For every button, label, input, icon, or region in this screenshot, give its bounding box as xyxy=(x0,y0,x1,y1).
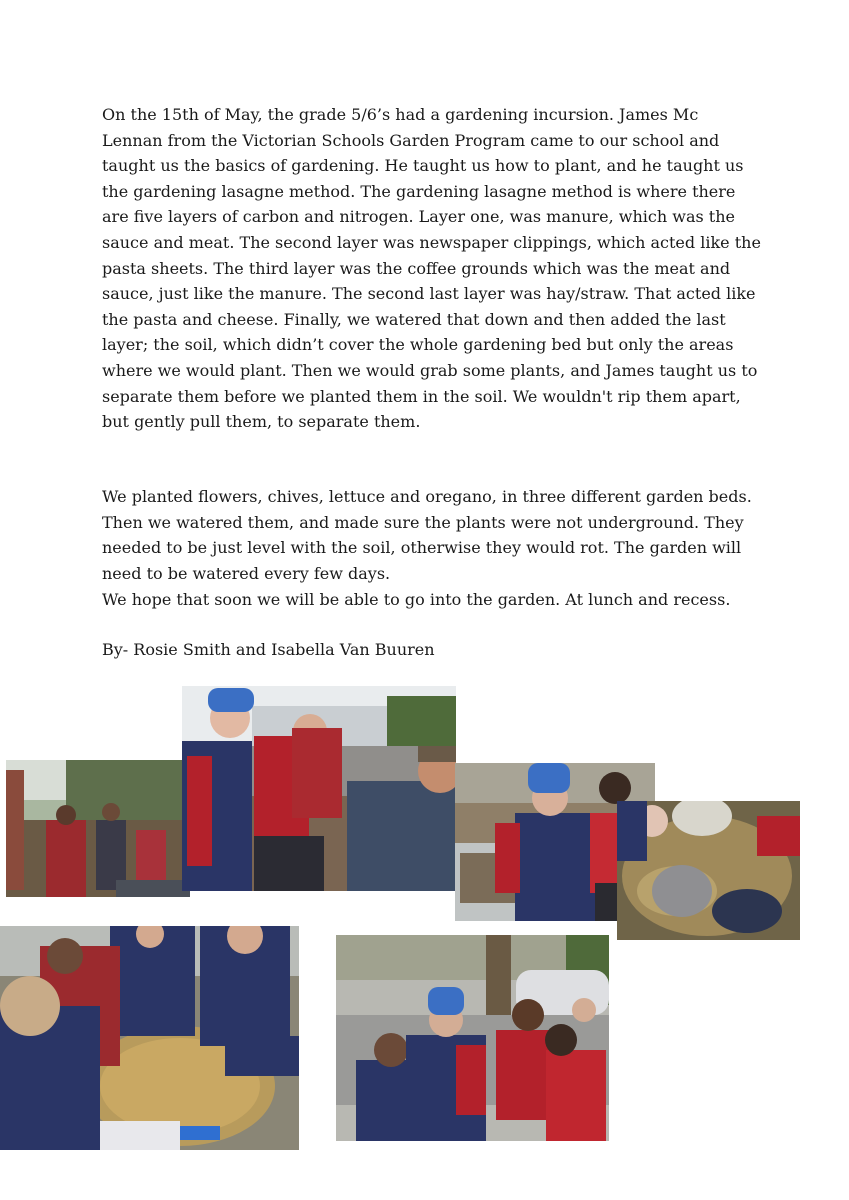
article-byline: By- Rosie Smith and Isabella Van Buuren xyxy=(102,640,435,659)
photo-students-wheelbarrow xyxy=(0,926,299,1150)
article-paragraph-1: On the 15th of May, the grade 5/6’s had a gardening incursion. James Mc Lennan from the Victorian Schools Garden Program came to our school and taught us the basics of gardening. He taught us how to plant, and he taught us the gardening lasagne method. The gardening lasagne method is where there are five layers of carbon and nitrogen. Layer one, was manure, which was the sauce and meat. The second layer was newspaper clippings, which acted like the pasta sheets. The third layer was the coffee grounds which was the meat and sauce, just like the manure. The second last layer was hay/straw. That acted like the pasta and cheese. Finally, we watered that down and then added the last layer; the soil, which didn’t cover the whole gardening bed but only the areas where we would plant. Then we would grab some plants, and James taught us to separate them before we planted them in the soil. We wouldn't rip them apart, but gently pull them, to separate them. xyxy=(102,105,761,432)
article-paragraph-3: We hope that soon we will be able to go into the garden. At lunch and recess. xyxy=(102,590,731,609)
photo-james-with-students xyxy=(182,686,456,891)
article-paragraph-2: We planted flowers, chives, lettuce and oregano, in three different garden beds. Then we watered them, and made sure the plants were not underground. They needed to be just level with the soil, otherwise they would rot. The garden will need to be watered every few days. xyxy=(102,487,752,583)
photo-group-outdoors xyxy=(6,760,190,897)
photo-students-at-fence xyxy=(336,935,609,1141)
photo-straw-hands xyxy=(617,801,800,940)
